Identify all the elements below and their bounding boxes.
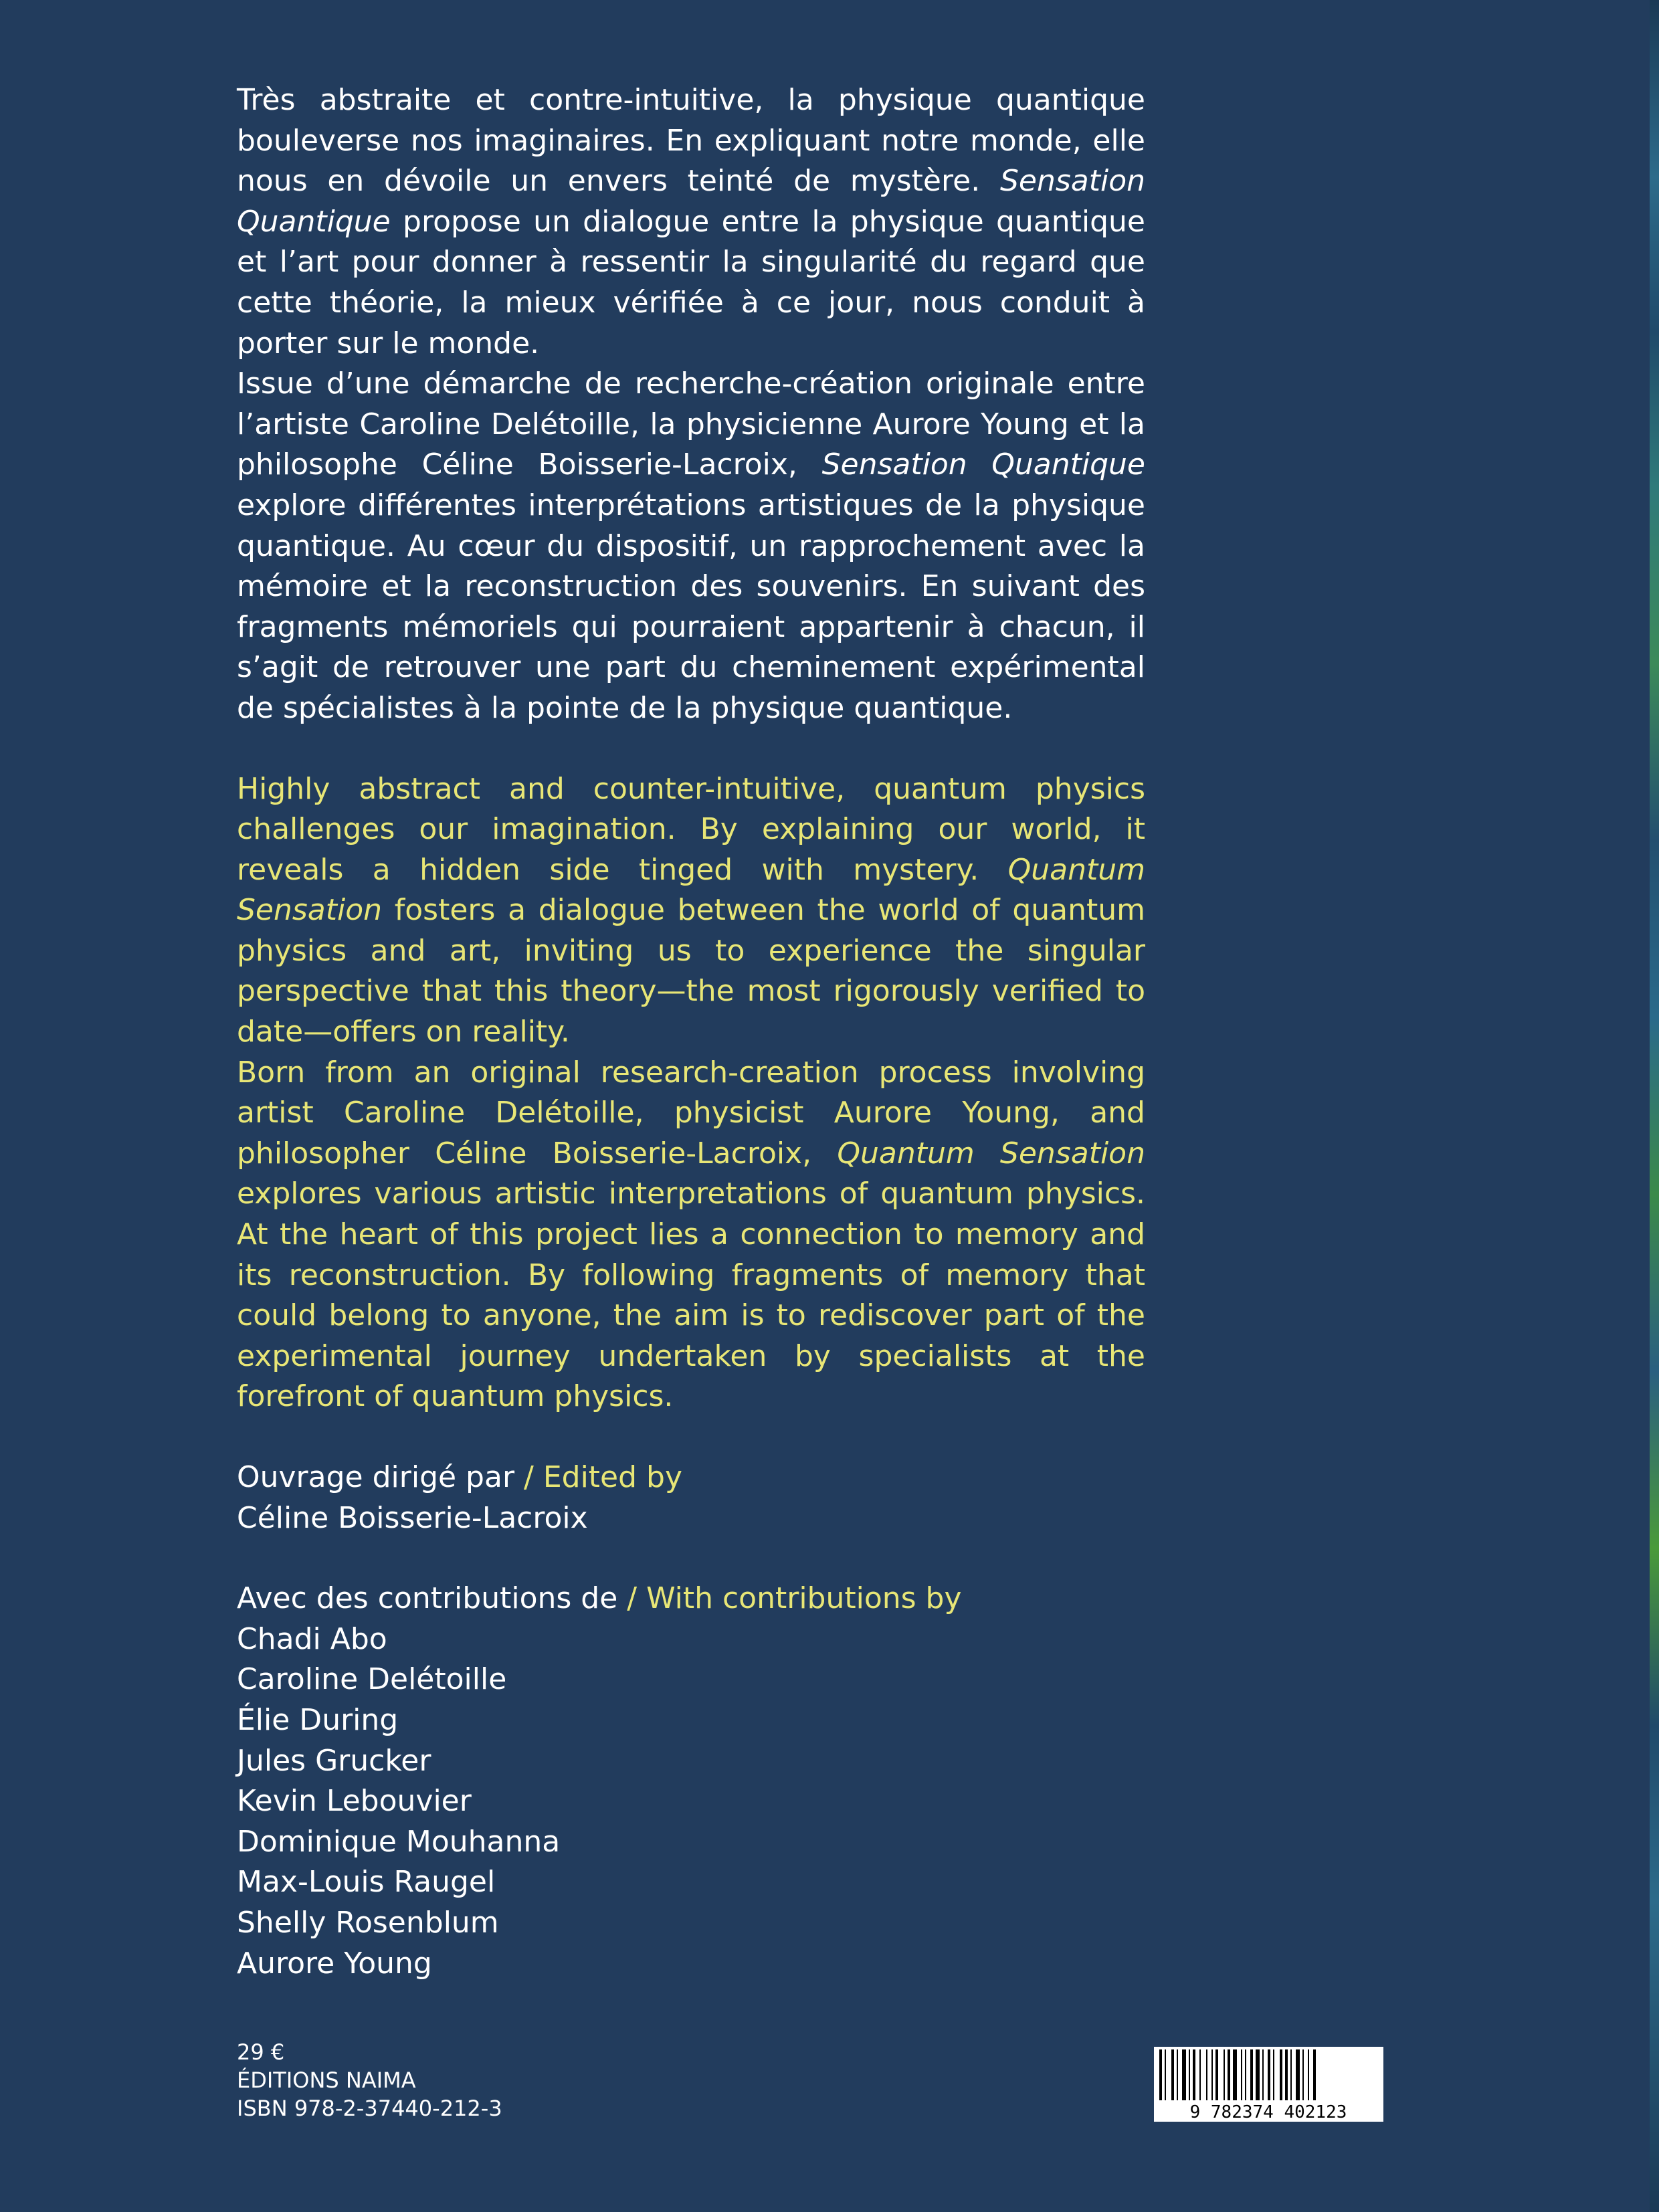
book-title-en: Quantum Sensation <box>837 1136 1145 1171</box>
spacer <box>237 1417 1145 1457</box>
barcode-bar <box>1273 2049 1274 2100</box>
barcode-bar <box>1165 2049 1166 2100</box>
barcode-digits: 9 782374 402123 <box>1189 2102 1347 2122</box>
barcode-bar <box>1206 2049 1207 2100</box>
english-paragraph-1: Highly abstract and counter-intuitive, quantum physics challenges our imagination. By explaining our world, it reveals a hidden side tinged with mystery. Quantum Sensation fosters a dialogue between the world of quantum physics and art, inviting us to experience the singular perspective that this theory—the most rigorously verified to date—offers on reality. <box>237 771 1145 1049</box>
barcode-bar <box>1211 2049 1213 2100</box>
back-cover-text <box>237 80 1145 1984</box>
contributor-name: Caroline Delétoille <box>237 1662 507 1697</box>
english-paragraph-2: Born from an original research-creation process involving artist Caroline Delétoille, physicist Aurore Young, and philosopher Céline Boisserie-Lacroix, Quantum Sensation explores various artistic interpretations of quantum physics. At the heart of this project lies a connection to memory and its reconstruction. By following fragments of memory that could belong to anyone, the aim is to rediscover part of the experimental journey undertaken by specialists at the forefront of quantum physics. <box>237 1055 1145 1414</box>
spacer <box>237 729 1145 769</box>
barcode-bar <box>1171 2049 1174 2100</box>
barcode-bar <box>1177 2049 1178 2100</box>
contributor-name: Aurore Young <box>237 1946 432 1981</box>
barcode-bar <box>1241 2049 1242 2100</box>
barcode-bar <box>1268 2049 1270 2100</box>
barcode-bar <box>1245 2049 1246 2100</box>
barcode-bar <box>1193 2049 1195 2100</box>
barcode-bar <box>1313 2049 1316 2100</box>
footer-info <box>237 2038 502 2122</box>
barcode-bar <box>1296 2049 1300 2100</box>
barcode-bar <box>1189 2049 1190 2100</box>
contributor-name: Élie During <box>237 1702 399 1737</box>
barcode-bar <box>1308 2049 1309 2100</box>
barcode-bar <box>1159 2049 1162 2100</box>
contributor-name: Chadi Abo <box>237 1621 387 1656</box>
spacer <box>237 1538 1145 1579</box>
isbn: ISBN 978-2-37440-212-3 <box>237 2096 502 2121</box>
barcode-icon <box>1154 2047 1383 2122</box>
barcode-bar <box>1250 2049 1253 2100</box>
barcode-bar <box>1285 2049 1288 2100</box>
contributor-name: Kevin Lebouvier <box>237 1784 472 1819</box>
contributors-list <box>237 1619 1145 1984</box>
contributor-name: Dominique Mouhanna <box>237 1824 561 1859</box>
book-title-fr: Sensation Quantique <box>237 164 1145 239</box>
barcode-bar <box>1290 2049 1292 2100</box>
cover-edge-artwork <box>1650 0 1659 2212</box>
barcode-bar <box>1182 2049 1186 2100</box>
contributor-name: Max-Louis Raugel <box>237 1865 496 1900</box>
french-paragraph-1: Très abstraite et contre-intuitive, la physique quantique bouleverse nos imaginaires. En expliquant notre monde, elle nous en dévoile un envers teinté de mystère. Sensation Quantique propose un dialogue entre la physique quantique et l’art pour donner à ressentir la singularité du regard que cette théorie, la mieux vérifiée à ce jour, nous conduit à porter sur le monde. <box>237 83 1145 361</box>
barcode-bar <box>1224 2049 1225 2100</box>
barcode-bar <box>1228 2049 1230 2100</box>
isbn-barcode <box>1154 2047 1383 2122</box>
editor-name: Céline Boisserie-Lacroix <box>237 1500 588 1535</box>
barcode-bar <box>1199 2049 1201 2100</box>
barcode-bar <box>1256 2049 1260 2100</box>
barcode-bar <box>1215 2049 1218 2100</box>
contributors-label: Avec des contributions de / With contributions by <box>237 1581 962 1616</box>
publisher: ÉDITIONS NAIMA <box>237 2068 416 2093</box>
barcode-bar <box>1262 2049 1264 2100</box>
barcode-bar <box>1302 2049 1304 2100</box>
editor-label: Ouvrage dirigé par / Edited by <box>237 1460 683 1494</box>
barcode-bar <box>1280 2049 1282 2100</box>
contributor-name: Shelly Rosenblum <box>237 1905 499 1940</box>
book-title-fr: Sensation Quantique <box>821 447 1146 482</box>
french-paragraph-2: Issue d’une démarche de recherche-création originale entre l’artiste Caroline Delétoille, la physicienne Aurore Young et la philosophe Céline Boisserie-Lacroix, Sensation Quantique explore différentes interprétations artistiques de la physique quantique. Au cœur du dispositif, un rapprochement avec la mémoire et la reconstruction des souvenirs. En suivant des fragments mémoriels qui pourraient appartenir à chacun, il s’agit de retrouver une part du cheminement expérimental de spécialistes à la pointe de la physique quantique. <box>237 367 1146 725</box>
barcode-bar <box>1233 2049 1237 2100</box>
price: 29 € <box>237 2039 285 2065</box>
contributor-name: Jules Grucker <box>237 1743 431 1778</box>
book-title-en: Quantum Sensation <box>237 852 1145 928</box>
